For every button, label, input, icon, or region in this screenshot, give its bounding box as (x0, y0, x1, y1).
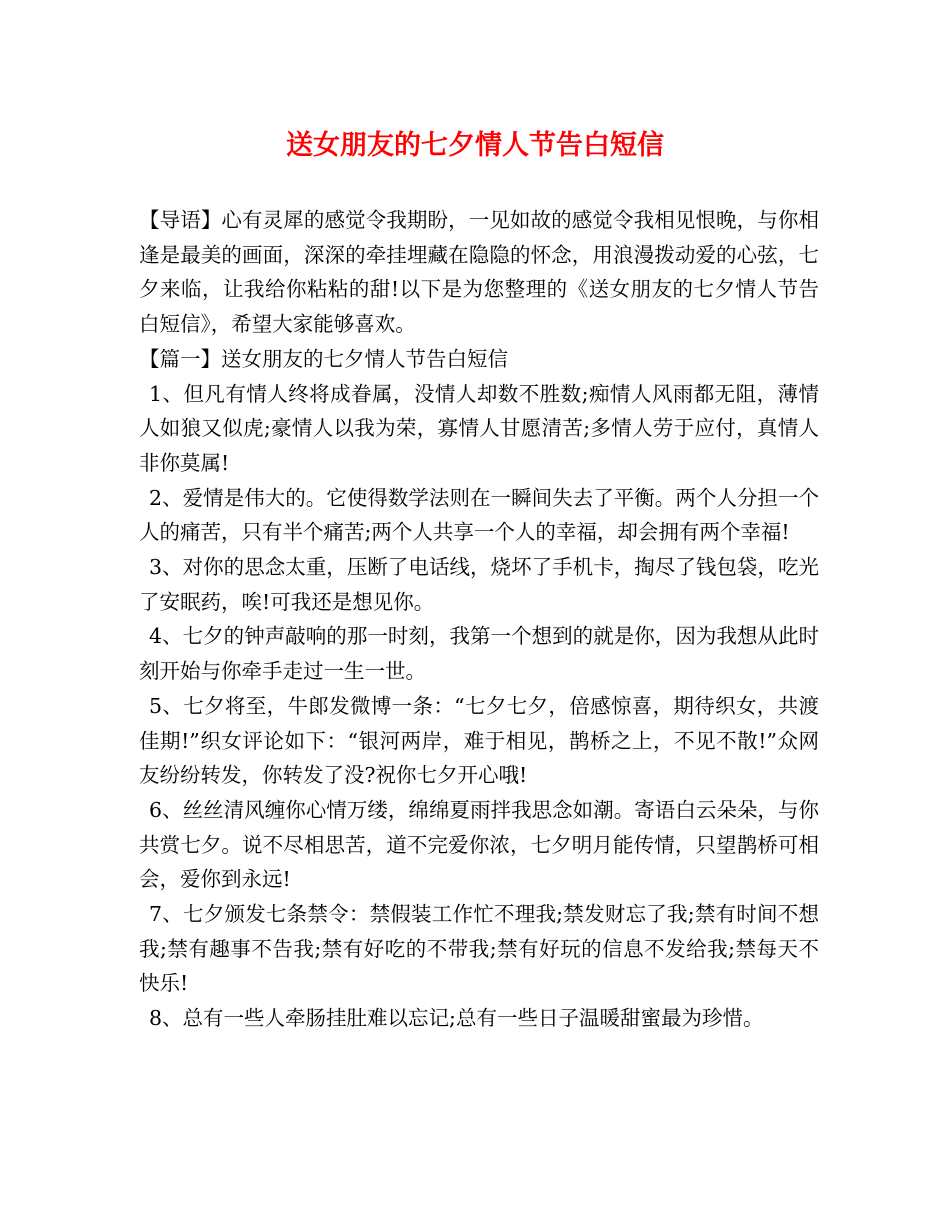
intro-paragraph: 【导语】心有灵犀的感觉令我期盼，一见如故的感觉令我相见恨晚，与你相逢是最美的画面，深深的牵挂埋藏在隐隐的怀念，用浪漫拨动爱的心弦，七夕来临，让我给你粘粘的甜!以下是为您整理的《送女朋友的七夕情人节告白短信》，希望大家能够喜欢。 (139, 208, 819, 337)
message-item-7: 7、七夕颁发七条禁令：禁假装工作忙不理我;禁发财忘了我;禁有时间不想我;禁有趣事不告我;禁有好吃的不带我;禁有好玩的信息不发给我;禁每天不快乐! (139, 902, 819, 996)
message-item-5: 5、七夕将至，牛郎发微博一条：“七夕七夕，倍感惊喜，期待织女，共渡佳期!”织女评论如下：“银河两岸，难于相见，鹊桥之上，不见不散!”众网友纷纷转发，你转发了没?祝你七夕开心哦! (139, 693, 819, 788)
section-heading: 【篇一】送女朋友的七夕情人节告白短信 (139, 346, 508, 371)
message-item-8: 8、总有一些人牵肠挂肚难以忘记;总有一些日子温暖甜蜜最为珍惜。 (149, 1006, 764, 1031)
message-item-4: 4、七夕的钟声敲响的那一时刻，我第一个想到的就是你，因为我想从此时刻开始与你牵手走过一生一世。 (139, 624, 819, 684)
message-item-6: 6、丝丝清风缠你心情万缕，绵绵夏雨拌我思念如潮。寄语白云朵朵，与你共赏七夕。说不尽相思苦，道不完爱你浓，七夕明月能传情，只望鹊桥可相会，爱你到永远! (139, 797, 819, 892)
message-item-2: 2、爱情是伟大的。它使得数学法则在一瞬间失去了平衡。两个人分担一个人的痛苦，只有半个痛苦;两个人共享一个人的幸福，却会拥有两个幸福! (139, 485, 819, 545)
message-item-3: 3、对你的思念太重，压断了电话线，烧坏了手机卡，掏尽了钱包袋，吃光了安眠药，唉!可我还是想见你。 (139, 555, 819, 614)
document-body (139, 203, 819, 1036)
document-title: 送女朋友的七夕情人节告白短信 (286, 130, 664, 161)
message-item-1: 1、但凡有情人终将成眷属，没情人却数不胜数;痴情人风雨都无阻，薄情人如狼又似虎;豪情人以我为荣，寡情人甘愿清苦;多情人劳于应付，真情人非你莫属! (139, 381, 819, 475)
